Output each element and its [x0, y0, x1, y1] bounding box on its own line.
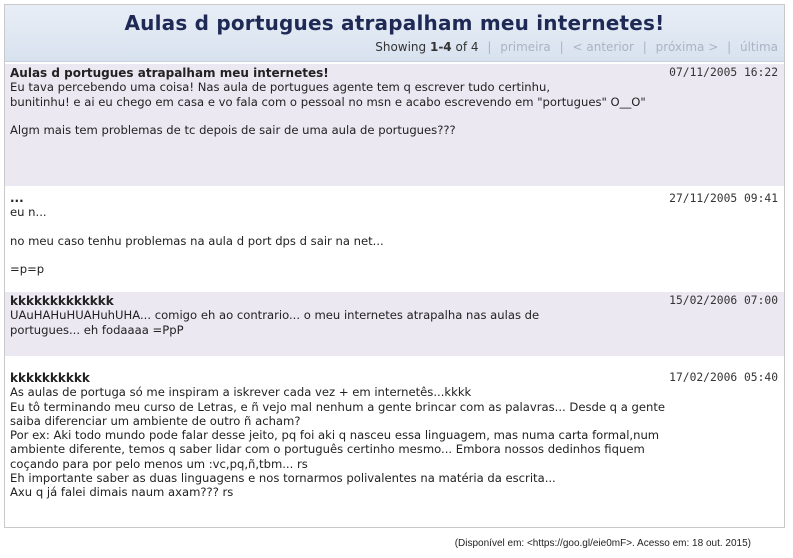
post-subject: ...: [10, 191, 24, 205]
post-date: 15/02/2006 07:00: [669, 294, 778, 307]
post-body: Eu tava percebendo uma coisa! Nas aula de portugues agente tem q escrever tudo certinhu, bunitinhu! e ai eu chego em casa e vo fala com o pessoal no msn e acabo escrevendo em "portugues" O__O" Algm mais tem problemas de tc depois de sair de uma aula de portugues???: [10, 80, 646, 138]
showing-range: 1-4: [429, 40, 452, 54]
post-date: 07/11/2005 16:22: [669, 66, 778, 79]
previous-page-link[interactable]: < anterior: [572, 40, 634, 54]
source-caption: (Disponível em: <https://goo.gl/eie0mF>. Acesso em: 18 out. 2015): [454, 538, 751, 549]
forum-thread-panel: [4, 4, 785, 528]
last-page-link[interactable]: última: [739, 40, 778, 54]
thread-header: [5, 5, 784, 62]
pagination-bar: [375, 40, 778, 54]
thread-title: Aulas d portugues atrapalham meu internetes!: [124, 11, 665, 35]
pager-divider: |: [642, 40, 647, 54]
forum-post: [5, 188, 784, 294]
forum-post: [5, 369, 784, 525]
post-body: As aulas de portuga só me inspiram a iskrever cada vez + em internetês...kkkk Eu tô terminando meu curso de Letras, e ñ vejo mal nenhum a gente brincar com as palavras... Desde q a gente saiba diferenciar um ambiente de outro ñ acham? Por ex: Aki todo mundo pode falar desse jeito, pq foi aki q nasceu essa linguagem, mas numa carta formal,num ambiente diferente, temos q saber lidar com o português certinho mesmo... Embora nossos dedinhos fiquem coçando para por pelo menos um :vc,pq,ñ,tbm... rs Eh importante saber as duas linguagens e nos tornarmos polivalentes na matéria da escrita... Axu q já falei dimais naum axam??? rs: [10, 385, 666, 500]
post-body: UAuHAHuHUAHuhUHA... comigo eh ao contrario... o meu internetes atrapalha nas aulas de portugues... eh fodaaaa =PpP: [10, 308, 540, 337]
showing-prefix: Showing: [375, 40, 430, 54]
pager-divider: |: [727, 40, 732, 54]
post-subject: kkkkkkkkkk: [10, 371, 90, 385]
next-page-link[interactable]: próxima >: [655, 40, 719, 54]
first-page-link[interactable]: primeira: [500, 40, 551, 54]
pager-divider: |: [487, 40, 492, 54]
pager-divider: |: [559, 40, 564, 54]
post-subject: kkkkkkkkkkkkk: [10, 294, 114, 308]
post-date: 17/02/2006 05:40: [669, 371, 778, 384]
forum-post: [5, 64, 784, 186]
forum-post: [5, 292, 784, 356]
post-date: 27/11/2005 09:41: [669, 192, 778, 205]
post-subject: Aulas d portugues atrapalham meu internetes!: [10, 66, 329, 80]
post-body: eu n... no meu caso tenhu problemas na aula d port dps d sair na net... =p=p: [10, 205, 384, 277]
showing-total: of 4: [451, 40, 479, 54]
